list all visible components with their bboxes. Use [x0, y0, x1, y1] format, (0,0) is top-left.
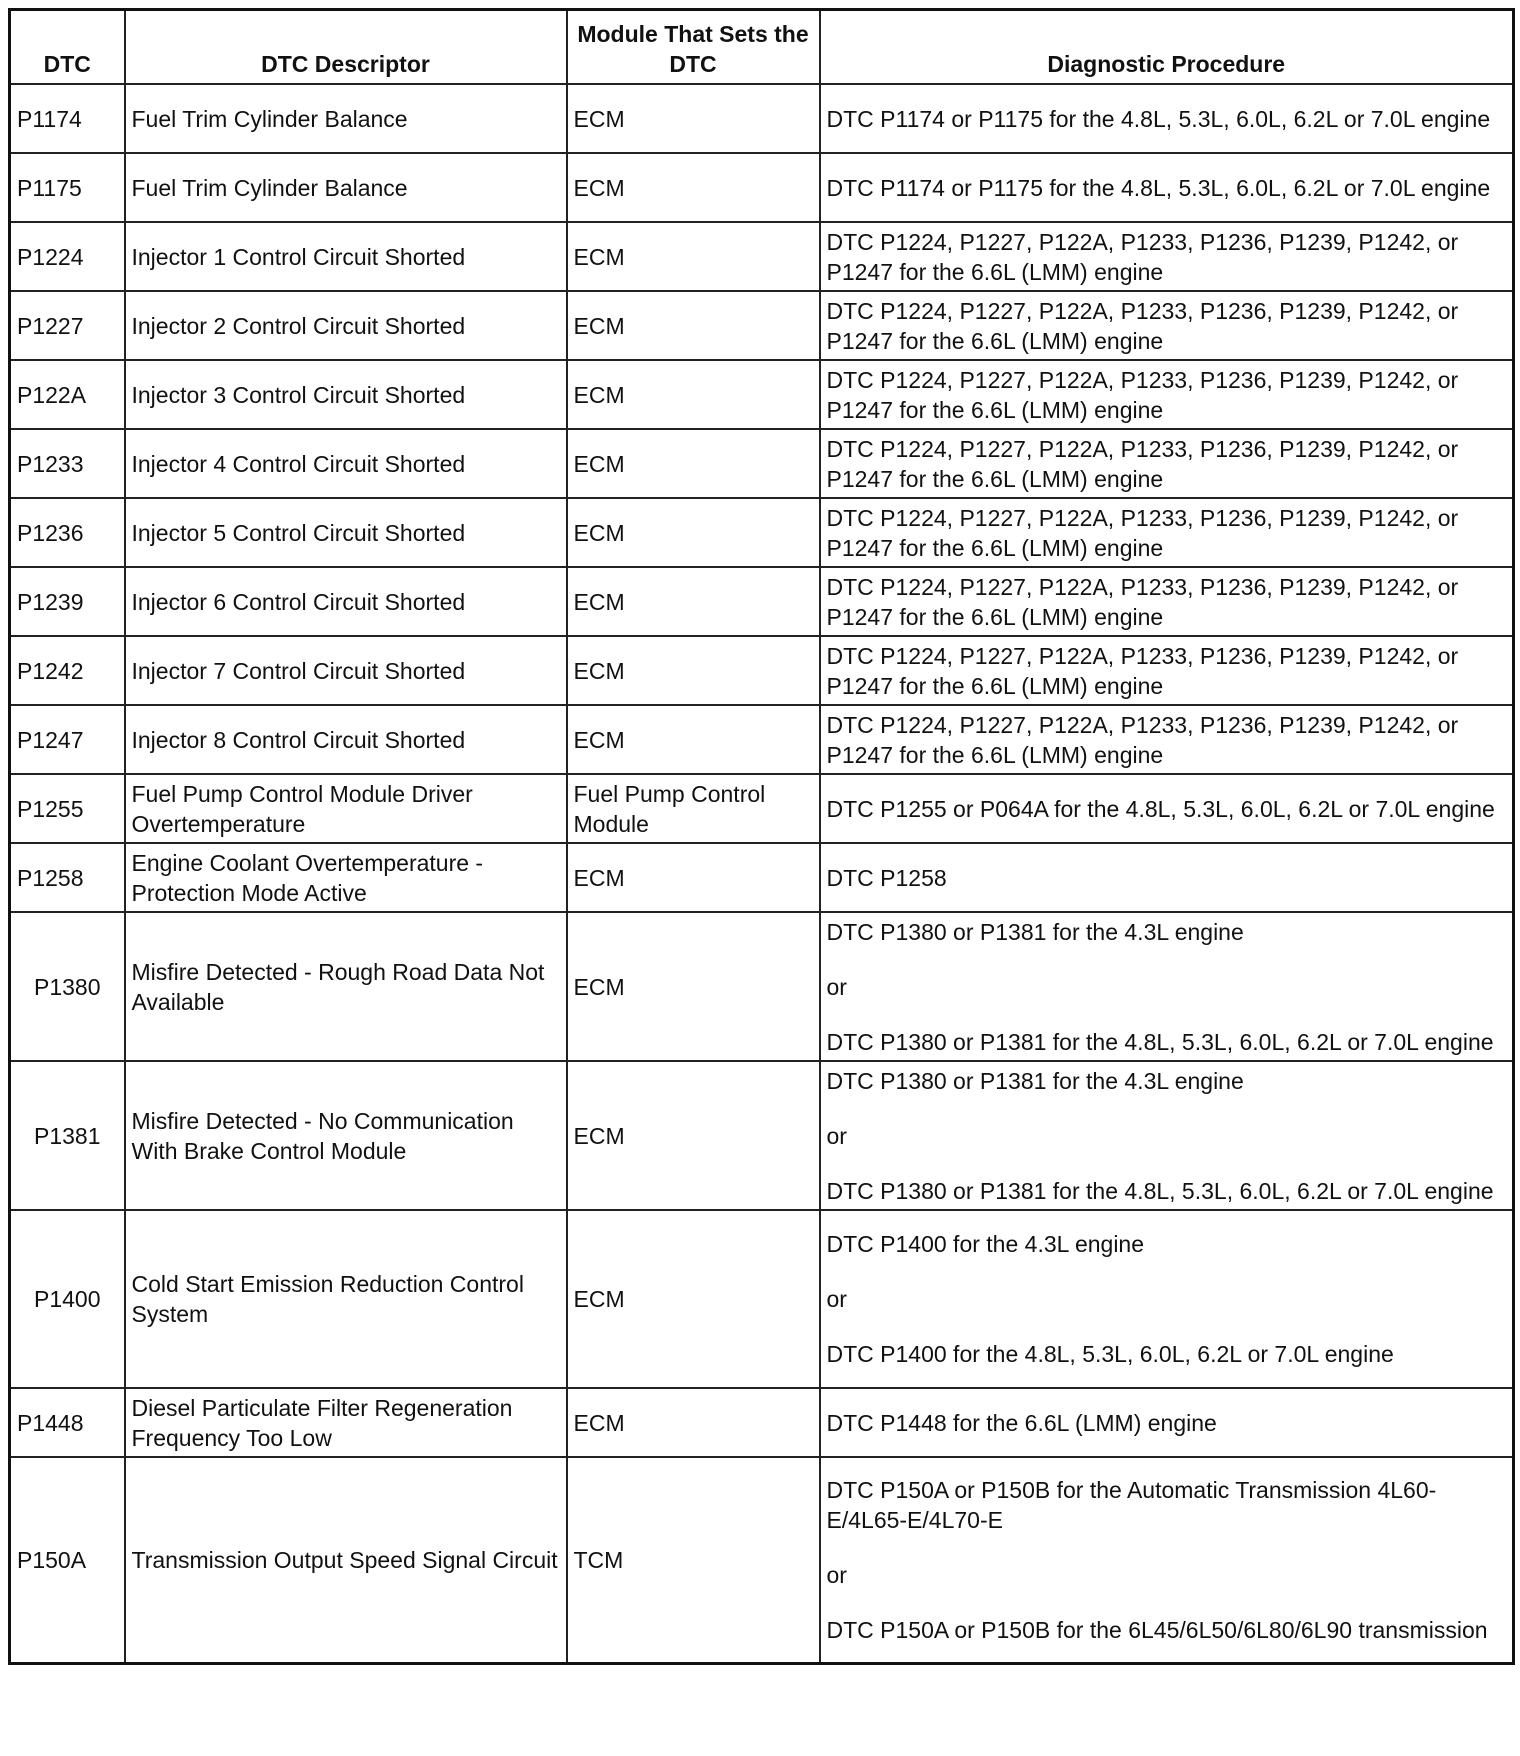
diagnostic-procedure-cell: [820, 1210, 1514, 1388]
diagnostic-procedure-cell: [820, 843, 1514, 912]
table-row: [10, 153, 1514, 222]
procedure-link-text: DTC P1224, P1227, P122A, P1233, P1236, P1239, P1242, or P1247 for the 6.6L (LMM) engine: [826, 435, 1459, 492]
dtc-code-cell: P1258: [10, 843, 125, 912]
dtc-code-cell: P1239: [10, 567, 125, 636]
module-cell: ECM: [567, 360, 820, 429]
dtc-descriptor-cell: Injector 4 Control Circuit Shorted: [125, 429, 567, 498]
diagnostic-procedure-cell: [820, 636, 1514, 705]
dtc-code-cell: P1236: [10, 498, 125, 567]
module-cell: ECM: [567, 153, 820, 222]
dtc-descriptor-cell: Injector 5 Control Circuit Shorted: [125, 498, 567, 567]
table-row: [10, 222, 1514, 291]
procedure-link-text: DTC P1380 or P1381 for the 4.8L, 5.3L, 6.0L, 6.2L or 7.0L engine: [826, 1177, 1494, 1204]
procedure-or-separator: or: [826, 1122, 847, 1149]
dtc-code-cell: P1247: [10, 705, 125, 774]
dtc-code-cell: P1174: [10, 84, 125, 153]
dtc-code-cell: P1381: [10, 1061, 125, 1210]
procedure-link-text: DTC P1224, P1227, P122A, P1233, P1236, P1239, P1242, or P1247 for the 6.6L (LMM) engine: [826, 573, 1459, 630]
table-row: [10, 912, 1514, 1061]
table-header: [10, 10, 1514, 85]
table-row: [10, 1061, 1514, 1210]
table-row: [10, 291, 1514, 360]
procedure-link-text: DTC P1224, P1227, P122A, P1233, P1236, P1239, P1242, or P1247 for the 6.6L (LMM) engine: [826, 228, 1459, 285]
table-row: [10, 636, 1514, 705]
dtc-descriptor-cell: Misfire Detected - Rough Road Data Not Available: [125, 912, 567, 1061]
module-cell: ECM: [567, 1210, 820, 1388]
diagnostic-procedure-cell: [820, 360, 1514, 429]
dtc-descriptor-cell: Misfire Detected - No Communication With Brake Control Module: [125, 1061, 567, 1210]
module-cell: ECM: [567, 567, 820, 636]
procedure-link-text: DTC P1258: [826, 864, 947, 891]
procedure-link-text: DTC P1400 for the 4.3L engine: [826, 1231, 1145, 1257]
diagnostic-procedure-cell: [820, 774, 1514, 843]
dtc-code-cell: P150A: [10, 1457, 125, 1664]
dtc-descriptor-cell: Engine Coolant Overtemperature - Protection Mode Active: [125, 843, 567, 912]
procedure-link-text: DTC P1224, P1227, P122A, P1233, P1236, P1239, P1242, or P1247 for the 6.6L (LMM) engine: [826, 504, 1459, 561]
diagnostic-procedure-cell: [820, 1061, 1514, 1210]
module-cell: ECM: [567, 705, 820, 774]
diagnostic-procedure-cell: [820, 567, 1514, 636]
dtc-descriptor-cell: Fuel Trim Cylinder Balance: [125, 84, 567, 153]
module-cell: ECM: [567, 429, 820, 498]
procedure-link-text: DTC P1380 or P1381 for the 4.3L engine: [826, 1067, 1244, 1094]
dtc-code-cell: P122A: [10, 360, 125, 429]
module-cell: ECM: [567, 1388, 820, 1457]
dtc-code-cell: P1224: [10, 222, 125, 291]
header-module: Module That Sets the DTC: [567, 10, 820, 85]
table-row: [10, 360, 1514, 429]
dtc-descriptor-cell: Injector 1 Control Circuit Shorted: [125, 222, 567, 291]
diagnostic-procedure-cell: [820, 1388, 1514, 1457]
procedure-link-text: DTC P1174 or P1175 for the 4.8L, 5.3L, 6.0L, 6.2L or 7.0L engine: [826, 105, 1491, 132]
module-cell: ECM: [567, 636, 820, 705]
module-cell: ECM: [567, 1061, 820, 1210]
table-row: [10, 705, 1514, 774]
diagnostic-procedure-cell: [820, 222, 1514, 291]
header-procedure: Diagnostic Procedure: [820, 10, 1514, 85]
table-row: [10, 429, 1514, 498]
procedure-link-text: DTC P1224, P1227, P122A, P1233, P1236, P1239, P1242, or P1247 for the 6.6L (LMM) engine: [826, 297, 1459, 354]
procedure-or-separator: or: [826, 1286, 847, 1312]
module-cell: ECM: [567, 843, 820, 912]
diagnostic-procedure-cell: [820, 1457, 1514, 1664]
procedure-or-separator: or: [826, 1562, 847, 1588]
dtc-descriptor-cell: Injector 7 Control Circuit Shorted: [125, 636, 567, 705]
diagnostic-procedure-cell: [820, 912, 1514, 1061]
dtc-descriptor-cell: Injector 3 Control Circuit Shorted: [125, 360, 567, 429]
diagnostic-procedure-cell: [820, 429, 1514, 498]
procedure-link-text: DTC P1400 for the 4.8L, 5.3L, 6.0L, 6.2L or 7.0L engine: [826, 1341, 1394, 1367]
procedure-or-separator: or: [826, 973, 847, 1000]
diagnostic-procedure-cell: [820, 84, 1514, 153]
dtc-descriptor-cell: Injector 8 Control Circuit Shorted: [125, 705, 567, 774]
module-cell: ECM: [567, 291, 820, 360]
table-row: [10, 1457, 1514, 1664]
dtc-code-cell: P1380: [10, 912, 125, 1061]
module-cell: Fuel Pump Control Module: [567, 774, 820, 843]
table-row: [10, 84, 1514, 153]
document-page: [8, 8, 1512, 1665]
procedure-link-text: DTC P150A or P150B for the 6L45/6L50/6L80/6L90 transmission: [826, 1617, 1488, 1643]
procedure-link-text: DTC P1448 for the 6.6L (LMM) engine: [826, 1409, 1217, 1436]
table-body: [10, 84, 1514, 1664]
procedure-link-text: DTC P1224, P1227, P122A, P1233, P1236, P1239, P1242, or P1247 for the 6.6L (LMM) engine: [826, 642, 1459, 699]
dtc-descriptor-cell: Injector 6 Control Circuit Shorted: [125, 567, 567, 636]
dtc-code-cell: P1255: [10, 774, 125, 843]
dtc-code-cell: P1400: [10, 1210, 125, 1388]
diagnostic-procedure-cell: [820, 705, 1514, 774]
dtc-descriptor-cell: Fuel Trim Cylinder Balance: [125, 153, 567, 222]
dtc-descriptor-cell: Diesel Particulate Filter Regeneration Frequency Too Low: [125, 1388, 567, 1457]
procedure-link-text: DTC P1174 or P1175 for the 4.8L, 5.3L, 6.0L, 6.2L or 7.0L engine: [826, 174, 1491, 201]
module-cell: ECM: [567, 498, 820, 567]
module-cell: ECM: [567, 222, 820, 291]
table-row: [10, 567, 1514, 636]
module-cell: ECM: [567, 912, 820, 1061]
table-row: [10, 1388, 1514, 1457]
dtc-code-cell: P1448: [10, 1388, 125, 1457]
table-row: [10, 843, 1514, 912]
procedure-link-text: DTC P150A or P150B for the Automatic Transmission 4L60-E/4L65-E/4L70-E: [826, 1477, 1437, 1533]
dtc-descriptor-cell: Transmission Output Speed Signal Circuit: [125, 1457, 567, 1664]
header-row: [10, 10, 1514, 85]
dtc-code-cell: P1242: [10, 636, 125, 705]
procedure-link-text: DTC P1224, P1227, P122A, P1233, P1236, P1239, P1242, or P1247 for the 6.6L (LMM) engine: [826, 366, 1459, 423]
diagnostic-procedure-cell: [820, 153, 1514, 222]
procedure-link-text: DTC P1380 or P1381 for the 4.3L engine: [826, 918, 1244, 945]
diagnostic-procedure-cell: [820, 498, 1514, 567]
dtc-descriptor-cell: Injector 2 Control Circuit Shorted: [125, 291, 567, 360]
table-row: [10, 1210, 1514, 1388]
procedure-link-text: DTC P1224, P1227, P122A, P1233, P1236, P1239, P1242, or P1247 for the 6.6L (LMM) engine: [826, 711, 1459, 768]
dtc-code-cell: P1233: [10, 429, 125, 498]
diagnostic-procedure-cell: [820, 291, 1514, 360]
header-dtc: DTC: [10, 10, 125, 85]
dtc-code-cell: P1227: [10, 291, 125, 360]
dtc-table: [8, 8, 1515, 1665]
procedure-link-text: DTC P1255 or P064A for the 4.8L, 5.3L, 6.0L, 6.2L or 7.0L engine: [826, 795, 1495, 822]
module-cell: ECM: [567, 84, 820, 153]
dtc-descriptor-cell: Fuel Pump Control Module Driver Overtemperature: [125, 774, 567, 843]
dtc-descriptor-cell: Cold Start Emission Reduction Control System: [125, 1210, 567, 1388]
dtc-code-cell: P1175: [10, 153, 125, 222]
header-descriptor: DTC Descriptor: [125, 10, 567, 85]
table-row: [10, 774, 1514, 843]
table-row: [10, 498, 1514, 567]
procedure-link-text: DTC P1380 or P1381 for the 4.8L, 5.3L, 6.0L, 6.2L or 7.0L engine: [826, 1028, 1494, 1055]
module-cell: TCM: [567, 1457, 820, 1664]
